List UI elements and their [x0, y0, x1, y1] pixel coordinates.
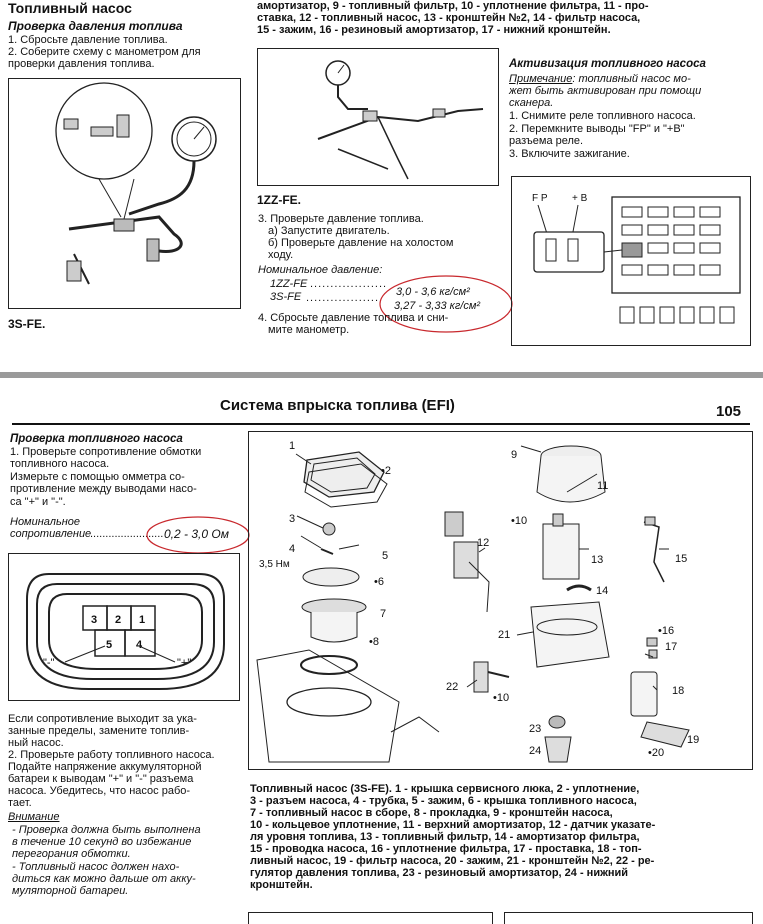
check-line-2: топливного насоса. — [10, 458, 110, 470]
part-label-10-bottom: •10 — [493, 692, 510, 704]
pressure-1zz: 3,0 - 3,6 кг/см² — [396, 286, 470, 298]
next-figure-right — [504, 912, 753, 924]
pin-3-label: 3 — [91, 614, 98, 626]
attention-label: Внимание — [8, 811, 60, 823]
engine-3s: 3S-FE — [270, 291, 302, 303]
note-line-3: сканера. — [509, 97, 554, 109]
part-label-8: •8 — [369, 636, 379, 648]
relay-box-diagram — [512, 177, 752, 347]
pin-2-label: 2 — [115, 614, 122, 626]
result-line-1: Если сопротивление выходит за ука- — [8, 713, 197, 725]
connector-figure — [8, 553, 240, 701]
engine-1zz: 1ZZ-FE — [270, 278, 308, 290]
part-label-10-top: •10 — [511, 515, 528, 527]
page-header: Система впрыска топлива (EFI) — [220, 397, 455, 414]
pin-4-label: 4 — [136, 639, 143, 651]
attention-line-5: диться как можно дальше от акку- — [12, 873, 196, 885]
step-3: 3. Проверьте давление топлива. — [258, 213, 424, 225]
dots-2: .................. — [306, 292, 380, 304]
caption-line-2: 3 - разъем насоса, 4 - трубка, 5 - зажим, 6 - крышка топливного насоса, — [250, 795, 637, 807]
part-label-7: 7 — [380, 608, 387, 620]
part-label-21: 21 — [498, 629, 511, 641]
part-label-18: 18 — [672, 685, 685, 697]
attention-line-2: в течение 10 секунд во избежание — [12, 836, 192, 848]
result-line-4: 2. Проверьте работу топливного насоса. — [8, 749, 215, 761]
nominal-pressure-label: Номинальное давление: — [258, 264, 383, 276]
gauge-figure-1zzfe — [257, 48, 499, 186]
result-line-8: тает. — [8, 797, 32, 809]
gauge-diagram — [9, 79, 242, 310]
attention-line-3: перегорания обмотки. — [12, 848, 131, 860]
pressure-highlight — [376, 273, 516, 335]
part-label-1: 1 — [289, 440, 296, 452]
caption-line-5: ля уровня топлива, 13 - топливный фильтр, 14 - амортизатор фильтра, — [250, 831, 640, 843]
caption-line-6: 15 - проводка насоса, 16 - уплотнение фильтра, 17 - проставка, 18 - топ- — [250, 843, 642, 855]
part-label-11: 11 — [597, 480, 609, 492]
step-4-2: мите манометр. — [268, 324, 350, 336]
check-title: Проверка топливного насоса — [10, 433, 183, 445]
pin-5-label: 5 — [106, 639, 113, 651]
activation-step-1: 1. Снимите реле топливного насоса. — [509, 110, 696, 122]
minus-terminal-label: "-" — [43, 657, 55, 669]
step-3b-1: б) Проверьте давление на холостом — [268, 237, 454, 249]
header-rule — [12, 423, 750, 425]
check-line-4: противление между выводами насо- — [10, 483, 197, 495]
note-label: Примечание — [509, 73, 573, 85]
note-line-1 — [509, 73, 691, 86]
part-label-4: 4 — [289, 543, 296, 555]
result-line-3: ный насос. — [8, 737, 64, 749]
nominal-label-2: сопротивление — [10, 528, 92, 540]
nominal-label-1: Номинальное — [10, 516, 81, 528]
attention-line-4: - Топливный насос должен нахо- — [12, 861, 180, 873]
top-scan — [0, 0, 763, 372]
activation-step-3: 3. Включите зажигание. — [509, 148, 630, 160]
result-line-6: батареи к выводам "+" и "-" разъема — [8, 773, 194, 785]
relay-box-figure — [511, 176, 751, 346]
part-label-17: 17 — [665, 641, 678, 653]
step-3a: а) Запустите двигатель. — [268, 225, 390, 237]
plus-terminal-label: "+" — [177, 657, 192, 669]
check-line-3: Измерьте с помощью омметра со- — [10, 471, 185, 483]
step-2a: 2. Соберите схему с манометром для — [8, 46, 201, 58]
part-label-12: 12 — [477, 537, 490, 549]
part-label-19: 19 — [687, 734, 700, 746]
part-label-9: 9 — [511, 449, 518, 461]
part-label-13: 13 — [591, 554, 604, 566]
part-label-15: 15 — [675, 553, 688, 565]
check-line-1: 1. Проверьте сопротивление обмотки — [10, 446, 202, 458]
fuel-pump-exploded-diagram — [249, 432, 754, 771]
legend-line-1: амортизатор, 9 - топливный фильтр, 10 - уплотнение фильтра, 11 - про- — [257, 0, 649, 12]
legend-line-3: 15 - зажим, 16 - резиновый амортизатор, 17 - нижний кронштейн. — [257, 24, 611, 36]
next-figure-left — [248, 912, 493, 924]
section-title: Топливный насос — [8, 0, 132, 16]
part-label-24: 24 — [529, 745, 542, 757]
attention-line-1: - Проверка должна быть выполнена — [12, 824, 201, 836]
resistance-value: 0,2 - 3,0 Ом — [164, 527, 229, 541]
caption-line-8: гулятор давления топлива, 23 - резиновый амортизатор, 24 - нижний — [250, 867, 629, 879]
fuel-pump-exploded-figure — [248, 431, 753, 770]
note-line-2: жет быть активирован при помощи — [509, 85, 702, 97]
resistance-highlight — [144, 514, 252, 556]
step-3b-2: ходу. — [268, 249, 294, 261]
note-text: : топливный насос мо- — [572, 73, 691, 85]
dots-1: ................... — [310, 278, 388, 290]
activation-step-2b: разъема реле. — [509, 135, 584, 147]
step-2b: проверки давления топлива. — [8, 58, 155, 70]
caption-line-7: ливный насос, 19 - фильтр насоса, 20 - зажим, 21 - кронштейн №2, 22 - ре- — [250, 855, 655, 867]
dots-3: ........................ — [90, 528, 164, 540]
part-label-2: •2 — [381, 465, 391, 477]
part-label-6: •6 — [374, 576, 384, 588]
connector-diagram — [9, 554, 241, 702]
caption-line-1: Топливный насос (3S-FE). 1 - крышка сервисного люка, 2 - уплотнение, — [250, 783, 640, 795]
caption-line-3: 7 - топливный насос в сборе, 8 - прокладка, 9 - кронштейн насоса, — [250, 807, 613, 819]
gauge-diagram-1zz — [258, 49, 500, 187]
activation-step-2a: 2. Перемкните выводы "FP" и "+B" — [509, 123, 685, 135]
attention-line-6: муляторной батареи. — [12, 885, 129, 897]
legend-line-2: ставка, 12 - топливный насос, 13 - кронштейн №2, 14 - фильтр насоса, — [257, 12, 641, 24]
caption-line-9: кронштейн. — [250, 879, 313, 891]
check-line-5: са "+" и "-". — [10, 496, 66, 508]
part-label-20: •20 — [648, 747, 665, 759]
pressure-3s: 3,27 - 3,33 кг/см² — [394, 300, 481, 312]
part-label-5: 5 — [382, 550, 389, 562]
part-label-22: 22 — [446, 681, 459, 693]
fp-label: F P — [532, 193, 548, 204]
step-1: 1. Сбросьте давление топлива. — [8, 34, 168, 46]
result-line-2: занные пределы, замените топлив- — [8, 725, 190, 737]
torque-label: 3,5 Нм — [259, 559, 290, 570]
b-label: + B — [572, 193, 588, 204]
part-label-14: 14 — [596, 585, 609, 597]
section-subtitle: Проверка давления топлива — [8, 19, 183, 33]
page-number: 105 — [716, 403, 742, 420]
part-label-16: •16 — [658, 625, 675, 637]
activation-title: Активизация топливного насоса — [509, 58, 706, 70]
caption-1zzfe: 1ZZ-FE. — [257, 193, 301, 207]
bottom-scan — [0, 378, 763, 922]
caption-line-4: 10 - кольцевое уплотнение, 11 - верхний амортизатор, 12 - датчик указате- — [250, 819, 656, 831]
gauge-figure-3sfe — [8, 78, 241, 309]
step-4-1: 4. Сбросьте давление топлива и сни- — [258, 312, 449, 324]
part-label-23: 23 — [529, 723, 542, 735]
caption-3sfe: 3S-FE. — [8, 317, 46, 331]
pin-1-label: 1 — [139, 614, 146, 626]
result-line-5: Подайте напряжение аккумуляторной — [8, 761, 202, 773]
result-line-7: насоса. Убедитесь, что насос рабо- — [8, 785, 191, 797]
part-label-3: 3 — [289, 513, 296, 525]
